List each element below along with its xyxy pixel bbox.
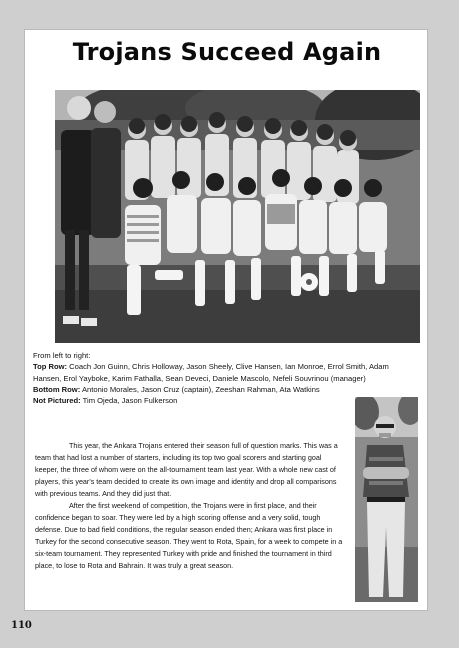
bottom-row-label: Bottom Row: (33, 384, 81, 394)
article-paragraph-1: This year, the Ankara Trojans entered their season full of question marks. This was a team that had lost a number of starters, including its top two goal scorers and starting goal keeper, the three of whom were on the all-tournament team last year. With a whole new cast of players, this year's team decided to create its own image and identity and drop all comparisons with previous teams. And they did just that. (35, 441, 338, 498)
not-pictured-label: Not Pictured: (33, 396, 81, 406)
bottom-row-names: Antonio Morales, Jason Cruz (captain), Zeeshan Rahman, Ata Watkins (81, 384, 320, 394)
coach-photo-image (355, 397, 418, 602)
top-row-names: Coach Jon Guinn, Chris Holloway, Jason Sheely, Clive Hansen, Ian Monroe, Errol Smith, Adam Hansen, Erol Yayboke, Karim Fathalla, Sean Deveci, Daniele Mascolo, Nefeli Souvrinou (manager) (33, 362, 389, 383)
page-number: 110 (11, 620, 32, 631)
top-row-label: Top Row: (33, 362, 68, 372)
team-photo-image (55, 90, 420, 343)
page-title: Trojans Succeed Again (72, 38, 382, 66)
article-paragraph-2: After the first weekend of competition, the Trojans were in first place, and their confidence began to soar. They were led by a high scoring offense and a very solid, tough defense. Due to bad field conditions, the regular season ended then; Ankara was first place in Turkey for the second consecutive season. They went to Rota, Spain, for a week to compete in a six-team tournament. They represented Turkey with pride and finished the tournament in third place, to lose to Rota and Bahrain. It was truly a great season. (35, 501, 343, 570)
team-photo (55, 90, 420, 343)
yearbook-page (24, 29, 428, 611)
caption-top-row (33, 361, 418, 384)
coach-photo (355, 397, 418, 602)
caption-bottom-row (33, 384, 418, 395)
caption-intro: From left to right: (33, 351, 91, 360)
article-body (35, 440, 347, 572)
not-pictured-names: Tim Ojeda, Jason Fulkerson (82, 396, 178, 406)
